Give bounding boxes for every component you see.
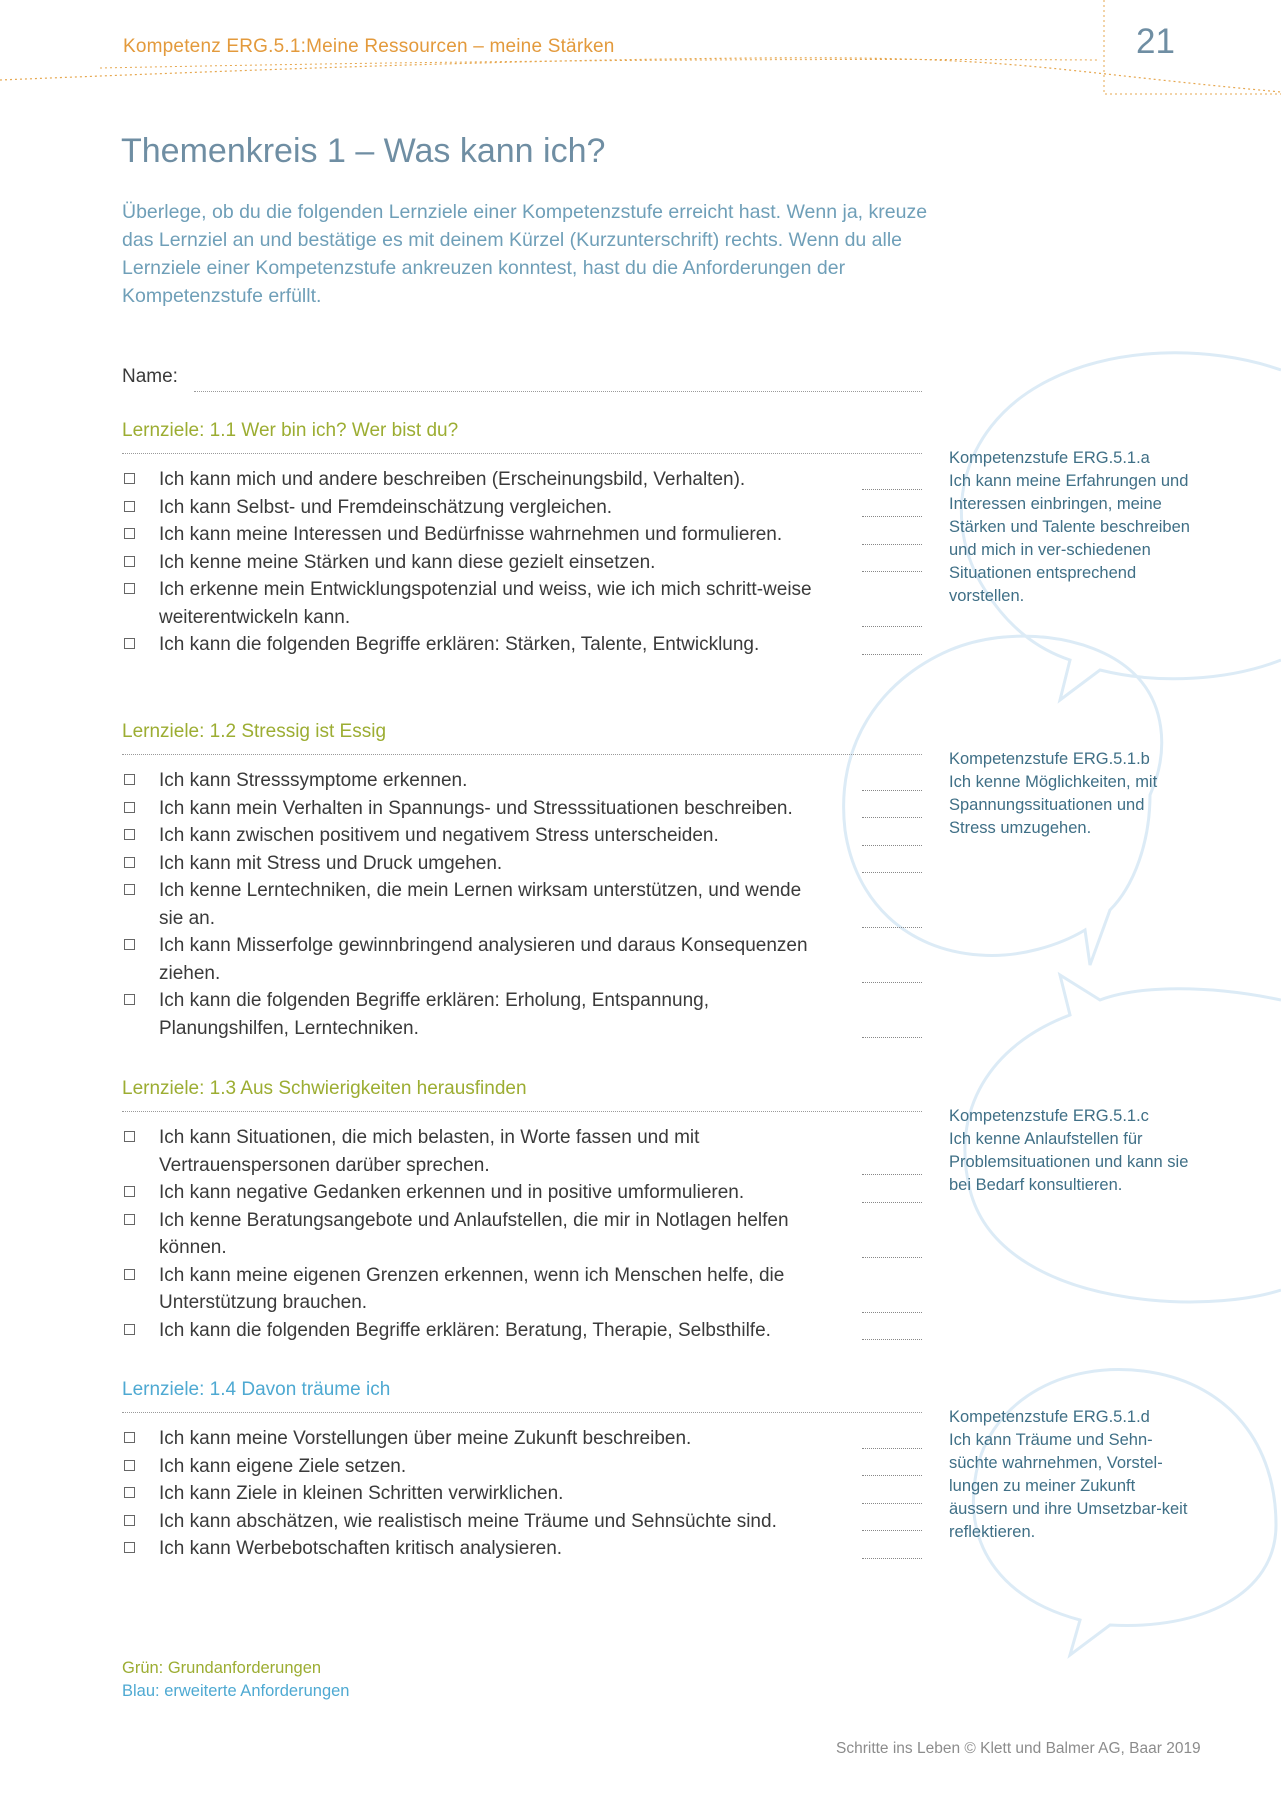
list-item	[122, 1179, 922, 1207]
list-item	[122, 1207, 922, 1262]
checkbox[interactable]	[124, 994, 135, 1005]
item-text: Ich kann die folgenden Begriffe erklären: Erholung, Entspannung, Planungshilfen, Lerntechniken.	[159, 990, 709, 1039]
signature-line[interactable]	[862, 1530, 922, 1531]
signature-line[interactable]	[862, 790, 922, 791]
signature-line[interactable]	[862, 1558, 922, 1559]
item-text: Ich kann meine Interessen und Bedürfnisse wahrnehmen und formulieren.	[159, 524, 783, 545]
list-item	[122, 1508, 922, 1536]
kompetenzstufe-b: Kompetenzstufe ERG.5.1.b Ich kenne Möglichkeiten, mit Spannungssituationen und Stress umzugehen.	[949, 750, 1158, 837]
legend-blue: Blau: erweiterte Anforderungen	[122, 1682, 350, 1700]
item-text: Ich kann Werbebotschaften kritisch analysieren.	[159, 1538, 563, 1559]
checkbox[interactable]	[124, 638, 135, 649]
item-text: Ich kann mit Stress und Druck umgehen.	[159, 852, 503, 874]
item-text: Ich kann eigene Ziele setzen.	[159, 1455, 407, 1477]
list-item	[122, 1425, 922, 1453]
item-text: Ich kann meine eigenen Grenzen erkennen, wenn ich Menschen helfe, die Unterstützung brauchen.	[159, 1264, 785, 1313]
section-heading: Lernziele: 1.4 Davon träume ich	[122, 1379, 391, 1400]
list-item	[122, 1535, 922, 1563]
signature-line[interactable]	[862, 626, 922, 627]
item-text: Ich erkenne mein Entwicklungspotenzial und weiss, wie ich mich schritt-weise weiterentwickeln kann.	[159, 579, 812, 628]
item-text: Ich kann Selbst- und Fremdeinschätzung vergleichen.	[159, 496, 613, 518]
item-text: Ich kann Stresssymptome erkennen.	[159, 770, 468, 791]
list-item	[122, 549, 922, 577]
legend-green: Grün: Grundanforderungen	[122, 1659, 322, 1677]
list-item	[122, 1262, 922, 1317]
list-item	[122, 987, 922, 1042]
signature-line[interactable]	[862, 1448, 922, 1449]
list-item	[122, 767, 922, 795]
item-text: Ich kann Ziele in kleinen Schritten verwirklichen.	[159, 1483, 564, 1504]
checkbox[interactable]	[124, 1214, 135, 1225]
checkbox[interactable]	[124, 501, 135, 512]
item-text: Ich kenne Beratungsangebote und Anlaufstellen, die mir in Notlagen helfen können.	[159, 1209, 789, 1258]
list-item	[122, 1124, 922, 1179]
item-text: Ich kann abschätzen, wie realistisch meine Träume und Sehnsüchte sind.	[159, 1510, 777, 1532]
checkbox[interactable]	[124, 1487, 135, 1498]
item-text: Ich kann die folgenden Begriffe erklären: Beratung, Therapie, Selbsthilfe.	[159, 1319, 771, 1341]
section-1-1	[122, 417, 922, 659]
section-divider	[122, 1412, 922, 1413]
legend	[122, 1657, 349, 1703]
signature-line[interactable]	[862, 845, 922, 846]
section-1-2	[122, 718, 922, 1042]
item-text: Ich kenne meine Stärken und kann diese gezielt einsetzen.	[159, 551, 656, 573]
signature-line[interactable]	[862, 654, 922, 655]
list-item	[122, 877, 922, 932]
checkbox[interactable]	[124, 1324, 135, 1335]
checkbox[interactable]	[124, 939, 135, 950]
list-item	[122, 1480, 922, 1508]
list-item	[122, 822, 922, 850]
item-text: Ich kann meine Vorstellungen über meine Zukunft beschreiben.	[159, 1428, 692, 1449]
list-item	[122, 932, 922, 987]
signature-line[interactable]	[862, 1503, 922, 1504]
signature-line[interactable]	[862, 489, 922, 490]
checkbox[interactable]	[124, 1186, 135, 1197]
signature-line[interactable]	[862, 982, 922, 983]
signature-line[interactable]	[862, 1339, 922, 1340]
section-divider	[122, 754, 922, 755]
checkbox[interactable]	[124, 583, 135, 594]
item-text: Ich kann die folgenden Begriffe erklären: Stärken, Talente, Entwicklung.	[159, 634, 760, 655]
signature-line[interactable]	[862, 1174, 922, 1175]
checkbox[interactable]	[124, 1269, 135, 1280]
signature-line[interactable]	[862, 872, 922, 873]
item-text: Ich kann Misserfolge gewinnbringend analysieren und daraus Konsequenzen ziehen.	[159, 935, 808, 984]
list-item	[122, 631, 922, 659]
signature-line[interactable]	[862, 1202, 922, 1203]
list-item	[122, 466, 922, 494]
item-text: Ich kann negative Gedanken erkennen und in positive umformulieren.	[159, 1182, 745, 1203]
checkbox[interactable]	[124, 884, 135, 895]
list-item	[122, 1453, 922, 1481]
list-item	[122, 521, 922, 549]
signature-line[interactable]	[862, 516, 922, 517]
checkbox[interactable]	[124, 774, 135, 785]
checkbox[interactable]	[124, 556, 135, 567]
list-item	[122, 576, 922, 631]
checkbox[interactable]	[124, 1131, 135, 1142]
item-text: Ich kann mein Verhalten in Spannungs- und Stresssituationen beschreiben.	[159, 797, 793, 819]
list-item	[122, 494, 922, 522]
section-1-4	[122, 1376, 922, 1563]
kompetenzstufe-d: Kompetenzstufe ERG.5.1.d Ich kann Träume und Sehn-süchte wahrnehmen, Vorstel-lungen zu meiner Zukunft äussern und ihre Umsetzbar-keit reflektieren.	[949, 1408, 1188, 1541]
section-divider	[122, 1111, 922, 1112]
signature-line[interactable]	[862, 1037, 922, 1038]
checkbox[interactable]	[124, 473, 135, 484]
signature-line[interactable]	[862, 927, 922, 928]
signature-line[interactable]	[862, 571, 922, 572]
list-item	[122, 795, 922, 823]
item-text: Ich kenne Lerntechniken, die mein Lernen wirksam unterstützen, und wende sie an.	[159, 880, 802, 929]
checkbox[interactable]	[124, 802, 135, 813]
checkbox[interactable]	[124, 528, 135, 539]
signature-line[interactable]	[862, 544, 922, 545]
checkbox[interactable]	[124, 1460, 135, 1471]
item-text: Ich kann Situationen, die mich belasten, in Worte fassen und mit Vertrauenspersonen darüber sprechen.	[159, 1127, 700, 1176]
section-1-3	[122, 1075, 922, 1344]
header-title: Kompetenz ERG.5.1:Meine Ressourcen – meine Stärken	[123, 36, 615, 57]
page-number: 21	[1136, 22, 1175, 61]
name-label: Name:	[122, 366, 178, 387]
signature-line[interactable]	[862, 1257, 922, 1258]
checkbox[interactable]	[124, 1515, 135, 1526]
copyright: Schritte ins Leben © Klett und Balmer AG, Baar 2019	[836, 1740, 1201, 1757]
list-item	[122, 1317, 922, 1345]
section-heading: Lernziele: 1.1 Wer bin ich? Wer bist du?	[122, 420, 459, 441]
checkbox[interactable]	[124, 857, 135, 868]
list-item	[122, 850, 922, 878]
item-text: Ich kann zwischen positivem und negativem Stress unterscheiden.	[159, 825, 719, 846]
page-title: Themenkreis 1 – Was kann ich?	[121, 132, 606, 170]
item-text: Ich kann mich und andere beschreiben (Erscheinungsbild, Verhalten).	[159, 469, 746, 490]
kompetenzstufe-c: Kompetenzstufe ERG.5.1.c Ich kenne Anlaufstellen für Problemsituationen und kann sie bei Bedarf konsultieren.	[949, 1107, 1189, 1194]
kompetenzstufe-a: Kompetenzstufe ERG.5.1.a Ich kann meine Erfahrungen und Interessen einbringen, meine Stärken und Talente beschreiben und mich in ver-schiedenen Situationen entsprechend vorstellen.	[949, 449, 1190, 605]
checkbox[interactable]	[124, 1432, 135, 1443]
intro-text: Überlege, ob du die folgenden Lernziele einer Kompetenzstufe erreicht hast. Wenn ja, kreuze das Lernziel an und bestätige es mit deinem Kürzel (Kurzunterschrift) rechts. Wenn du alle Lernziele einer Kompetenzstufe ankreuzen konntest, hast du die Anforderungen der Kompetenzstufe erfüllt.	[122, 201, 928, 307]
section-heading: Lernziele: 1.3 Aus Schwierigkeiten herausfinden	[122, 1078, 527, 1099]
section-divider	[122, 453, 922, 454]
checkbox[interactable]	[124, 829, 135, 840]
signature-line[interactable]	[862, 1475, 922, 1476]
signature-line[interactable]	[862, 817, 922, 818]
section-heading: Lernziele: 1.2 Stressig ist Essig	[122, 721, 387, 742]
signature-line[interactable]	[862, 1312, 922, 1313]
checkbox[interactable]	[124, 1542, 135, 1553]
